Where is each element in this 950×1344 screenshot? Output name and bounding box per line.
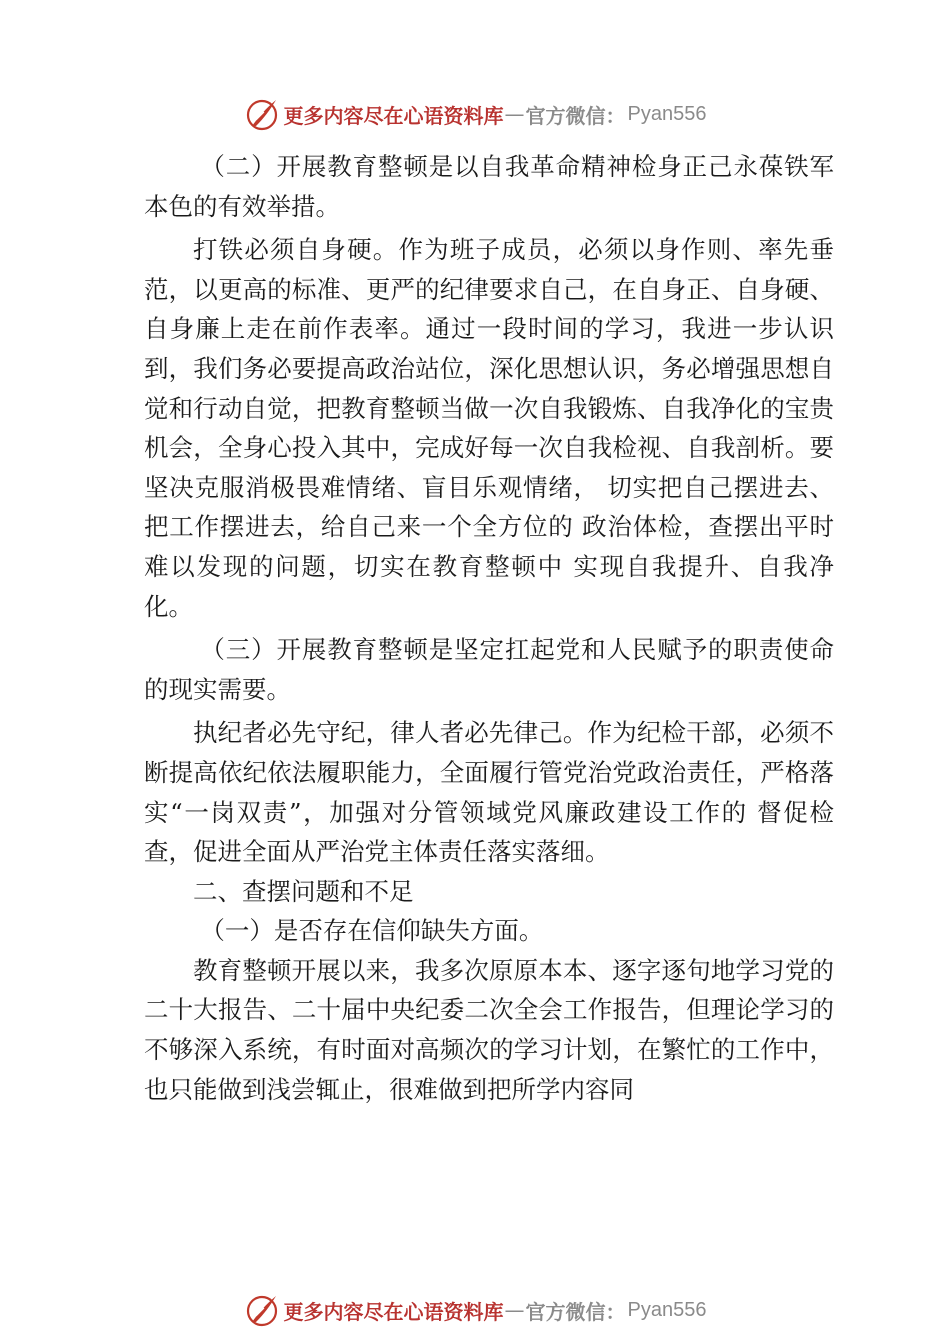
section-heading-3: （三）开展教育整顿是坚定扛起党和人民赋予的职责使命的现实需要。 — [144, 635, 834, 704]
body-paragraph: 打铁必须自身硬。作为班子成员，必须以身作则、率先垂范，以更高的标准、更严的纪律要求自己，在自身正、自身硬、自身廉上走在前作表率。通过一段时间的学习，我进一步认识到，我们务必要提高政治站位，深化思想认识，务必增强思想自觉和行动自觉，把教育整顿当做一次自我锻炼、自我净化的宝贵机会，全身心投入其中，完成好每一次自我检视、自我剖析。要坚决克服消极畏难情绪、盲目乐观情绪， 切实把自己摆进去、把工作摆进去，给自己来一个全方位的 政治体检，查摆出平时难以发现的问题，切实在教育整顿中 实现自我提升、自我净化。 — [144, 235, 834, 621]
footer-wechat-label: 官方微信： — [525, 1299, 626, 1324]
subsection-heading-1: （一）是否存在信仰缺失方面。 — [200, 916, 544, 946]
document-body — [144, 147, 834, 1109]
footer-dash: — — [504, 1298, 525, 1322]
header-wechat-id: Pyan556 — [627, 102, 707, 125]
footer-slogan: 更多内容尽在心语资料库 — [283, 1299, 504, 1324]
chapter-heading: 二、查摆问题和不足 — [193, 876, 414, 906]
quill-logo-icon — [244, 96, 280, 132]
header-watermark — [0, 94, 950, 134]
footer-watermark — [0, 1290, 950, 1330]
body-paragraph: 教育整顿开展以来，我多次原原本本、逐字逐句地学习党的二十大报告、二十届中央纪委二次全会工作报告，但理论学习的不够深入系统，有时面对高频次的学习计划，在繁忙的工作中，也只能做到浅尝辄止，很难做到把所学内容同 — [144, 955, 834, 1104]
body-paragraph: 执纪者必先守纪，律人者必先律己。作为纪检干部，必须不断提高依纪依法履职能力，全面履行管党治党政治责任，严格落实“一岗双责”，加强对分管领域党风廉政建设工作的 督促检查，促进全面从严治党主体责任落实落细。 — [144, 718, 834, 867]
quill-logo-icon — [244, 1292, 280, 1328]
header-wechat-label: 官方微信： — [525, 103, 626, 128]
header-slogan: 更多内容尽在心语资料库 — [283, 103, 504, 128]
header-dash: — — [504, 102, 525, 126]
footer-wechat-id: Pyan556 — [627, 1298, 707, 1321]
section-heading-2: （二）开展教育整顿是以自我革命精神检身正己永葆铁军本色的有效举措。 — [144, 152, 834, 221]
